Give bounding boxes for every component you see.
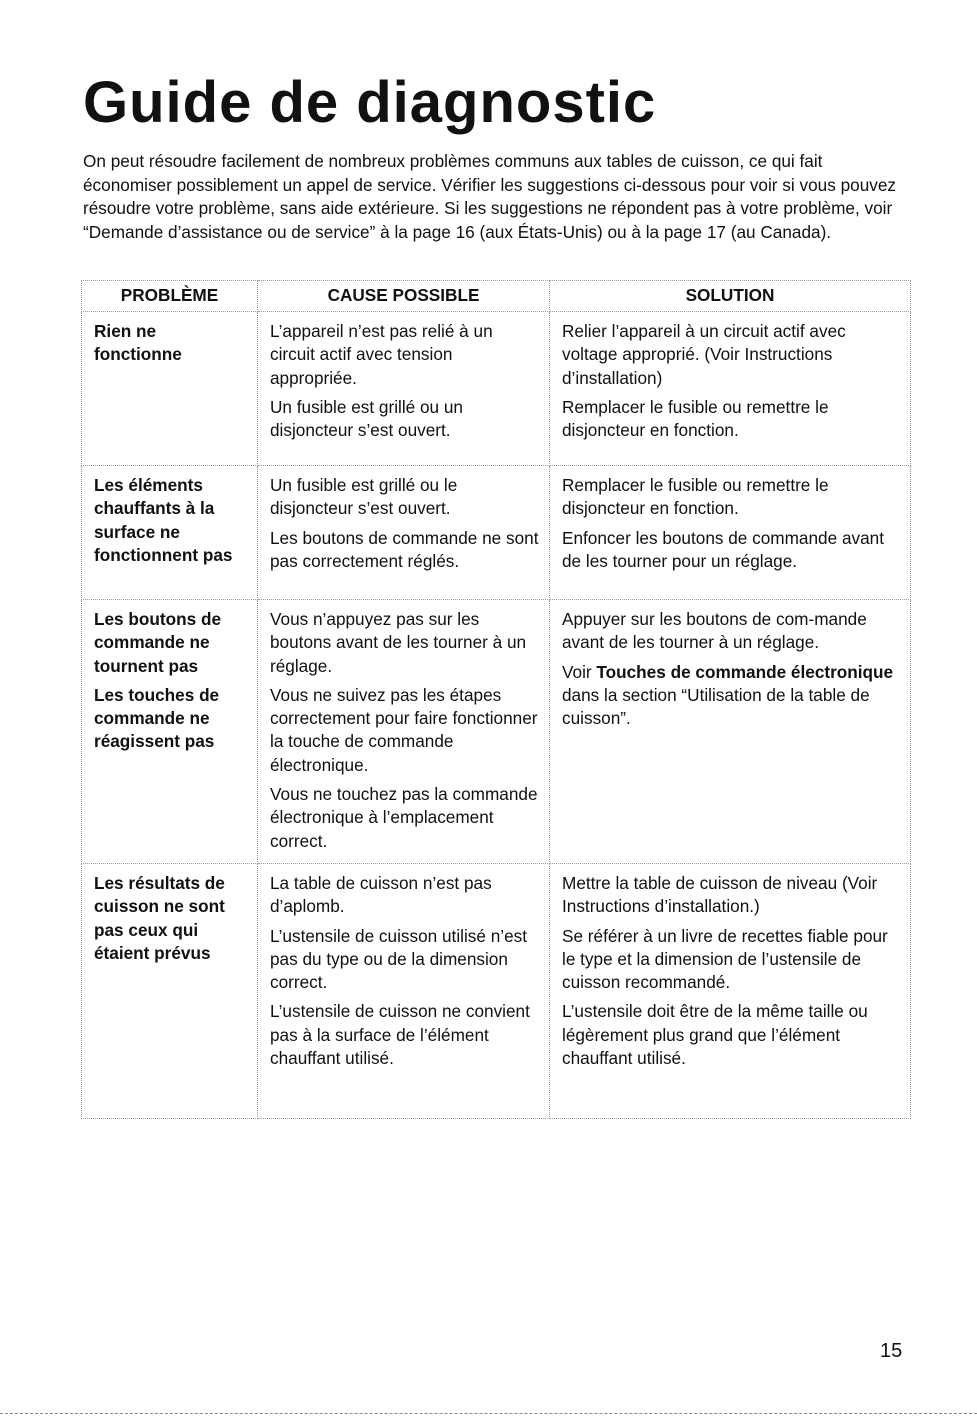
solution-text: Relier l’appareil à un circuit actif avec voltage approprié. (Voir Instructions d’installation) bbox=[562, 321, 846, 388]
cause-text: Un fusible est grillé ou un disjoncteur s’est ouvert. bbox=[270, 396, 463, 441]
solution-suffix: dans la section “Utilisation de la table de cuisson”. bbox=[562, 684, 870, 729]
solution-text: Appuyer sur les boutons de com-mande avant de les tourner à un réglage. bbox=[562, 609, 867, 653]
cause-text: Un fusible est grillé ou le disjoncteur s’est ouvert. bbox=[270, 475, 458, 519]
cause-text: L’appareil n’est pas relié à un circuit actif avec tension appropriée. bbox=[270, 321, 493, 388]
solution-text: Remplacer le fusible ou remettre le disjoncteur en fonction. bbox=[562, 475, 829, 519]
header-cause: CAUSE POSSIBLE bbox=[258, 281, 550, 312]
problem-cell bbox=[82, 312, 258, 466]
cause-text: La table de cuisson n’est pas d’aplomb. bbox=[270, 872, 492, 917]
cause-text: Vous ne suivez pas les étapes correctement pour faire fonctionner la touche de commande électronique. bbox=[270, 684, 538, 775]
cause-cell bbox=[258, 600, 550, 864]
solution-cell bbox=[550, 600, 911, 864]
problem-text: Les éléments chauffants à la surface ne fonctionnent pas bbox=[94, 475, 233, 565]
solution-cell bbox=[550, 312, 911, 466]
solution-text bbox=[562, 661, 902, 731]
cause-text: Les boutons de commande ne sont pas correctement réglés. bbox=[270, 527, 539, 571]
solution-text: Mettre la table de cuisson de niveau (Voir Instructions d’installation.) bbox=[562, 872, 878, 917]
cause-text: Vous ne touchez pas la commande électronique à l’emplacement correct. bbox=[270, 784, 538, 851]
diagnostic-table bbox=[81, 280, 911, 1119]
solution-text: Se référer à un livre de recettes fiable pour le type et la dimension de l’ustensile de cuisson recommandé. bbox=[562, 925, 888, 993]
solution-cell bbox=[550, 863, 911, 1118]
table-row bbox=[82, 863, 911, 1118]
cause-cell bbox=[258, 466, 550, 600]
intro-paragraph: On peut résoudre facilement de nombreux problèmes communs aux tables de cuisson, ce qui fait économiser possiblement un appel de service. Vérifier les suggestions ci-dessous pour voir si vous pouvez résoudre votre problème, sans aide extérieure. Si les suggestions ne répondent pas à votre problème, voir “Demande d’assistance ou de service” à la page 16 (aux États-Unis) ou à la page 17 (au Canada). bbox=[83, 151, 896, 242]
table-row bbox=[82, 466, 911, 600]
solution-prefix: Voir bbox=[562, 661, 597, 682]
problem-cell bbox=[82, 863, 258, 1118]
solution-text: L’ustensile doit être de la même taille ou légèrement plus grand que l’élément chauffant utilisé. bbox=[562, 1001, 868, 1069]
table-row bbox=[82, 600, 911, 864]
solution-text: Remplacer le fusible ou remettre le disjoncteur en fonction. bbox=[562, 396, 829, 441]
problem-text: Les résultats de cuisson ne sont pas ceux qui étaient prévus bbox=[94, 872, 225, 963]
table-row bbox=[82, 312, 911, 466]
page-title: Guide de diagnostic bbox=[83, 70, 657, 135]
solution-text: Enfoncer les boutons de commande avant de les tourner pour un réglage. bbox=[562, 527, 884, 571]
header-problem: PROBLÈME bbox=[82, 281, 258, 312]
page-number: 15 bbox=[880, 1340, 903, 1362]
problem-text: Les touches de commande ne réagissent pas bbox=[94, 684, 220, 752]
cause-text: L’ustensile de cuisson ne convient pas à la surface de l’élément chauffant utilisé. bbox=[270, 1001, 530, 1069]
problem-cell bbox=[82, 466, 258, 600]
cause-cell bbox=[258, 863, 550, 1118]
solution-bold-ref: Touches de commande électronique bbox=[596, 661, 894, 682]
cause-text: Vous n’appuyez pas sur les boutons avant de les tourner à un réglage. bbox=[270, 609, 527, 676]
problem-text: Les boutons de commande ne tournent pas bbox=[94, 609, 222, 676]
solution-cell bbox=[550, 466, 911, 600]
cause-cell bbox=[258, 312, 550, 466]
cause-text: L’ustensile de cuisson utilisé n’est pas du type ou de la dimension correct. bbox=[270, 925, 528, 993]
header-solution: SOLUTION bbox=[550, 281, 911, 312]
table-header-row bbox=[82, 281, 911, 312]
problem-cell bbox=[82, 600, 258, 864]
problem-text: Rien ne fonctionne bbox=[94, 321, 182, 365]
page-bottom-rule bbox=[0, 1413, 977, 1414]
